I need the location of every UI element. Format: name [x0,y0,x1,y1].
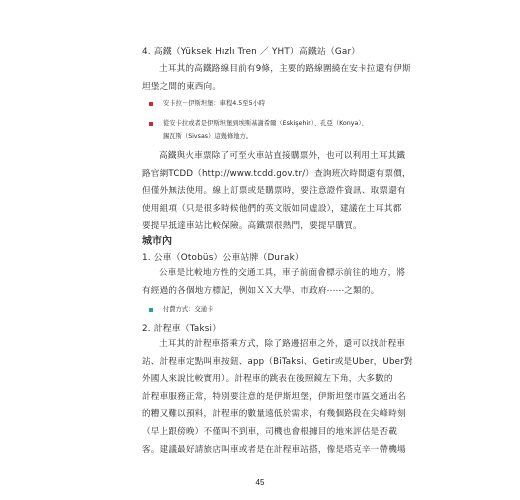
train-heading: 4. 高鐵（Yüksek Hızlı Tren ／ YHT）高鐵站（Gar） [142,47,361,57]
paragraph-line: 的糟又難以預料，計程車的數量遠低於需求，有幾個路段在尖峰時刻 [142,409,406,420]
paragraph-line: 計程車服務正常，特別要注意的是伊斯坦堡，伊斯坦堡市區交通出名 [142,391,406,402]
paragraph-line: （早上跟傍晚）不僅叫不到車，司機也會根據目的地來評估是否載 [142,426,398,437]
bus-payment-bullet [142,304,404,317]
train-paragraph [142,61,411,96]
paragraph-line: 站、計程車定點叫車按鈕、app（BiTaksi、Getir或是Uber，Uber對 [142,356,413,367]
paragraph-line: 客。建議最好請旅店叫車或者是在計程車站搭，像是塔克辛一帶機場 [142,444,406,455]
page-number: 45 [255,478,265,487]
ticket-paragraph [142,148,411,236]
bullet-text: 從安卡拉或者是伊斯坦堡到埃斯基謝希爾（Eskişehir）、孔亞（Konya）、 [163,120,368,127]
paragraph-line: 公車是比較地方性的交通工具，車子前面會標示前往的地方，將 [159,268,406,278]
paragraph-line: 要提早抵達車站比較保險。高鐵票很熱門，要提早購買。 [142,221,362,232]
taxi-heading: 2. 計程車（Taksi） [142,324,222,334]
paragraph-line: 土耳其的計程車搭乘方式，除了路邊招車之外，還可以找計程車 [159,339,406,349]
red-square-bullet-icon [149,102,153,106]
train-route-bullet [142,98,404,111]
paragraph-line: 高鐵與火車票除了可至火車站直接購票外，也可以利用土耳其鐵 [159,151,406,161]
paragraph-line: 坦堡之間的東西向。 [142,81,222,92]
bullet-text: 錫瓦斯（Sivsas）這幾條地方。 [163,132,253,140]
taxi-paragraph [142,336,413,459]
paragraph-line: 土耳其的高鐵路線目前有9條，主要的路線圍繞在安卡拉還有伊斯 [159,64,411,74]
paragraph-line: 外國人來說比較實用）。計程車的跳表在後照鏡左下角，大多數的 [142,374,393,385]
bus-paragraph [142,265,404,300]
teal-square-bullet-icon [149,308,153,312]
paragraph-line: 使用組項（只是很多時候他們的英文版如同虛設），建議在土耳其都 [142,203,402,214]
paragraph-line: 路官網TCDD（http://www.tcdd.gov.tr/）查詢班次時間還有票價， [142,168,411,179]
bullet-text: 安卡拉－伊斯坦堡：車程4.5至5小時 [163,100,266,107]
bus-heading: 1. 公車（Otobüs）公車站牌（Durak） [142,253,304,263]
paragraph-line: 有經過的各個地方標記，例如ＸＸ大學、市政府⋯⋯之類的。 [142,285,380,296]
train-route-bullet [142,118,404,143]
red-square-bullet-icon [149,122,153,126]
bullet-text: 付費方式：交通卡 [163,306,214,313]
paragraph-line: 但僅外無法使用。線上訂票或是購票時，要注意證件資訊、取票還有 [142,186,406,197]
city-section-heading: 城市內 [142,236,172,247]
